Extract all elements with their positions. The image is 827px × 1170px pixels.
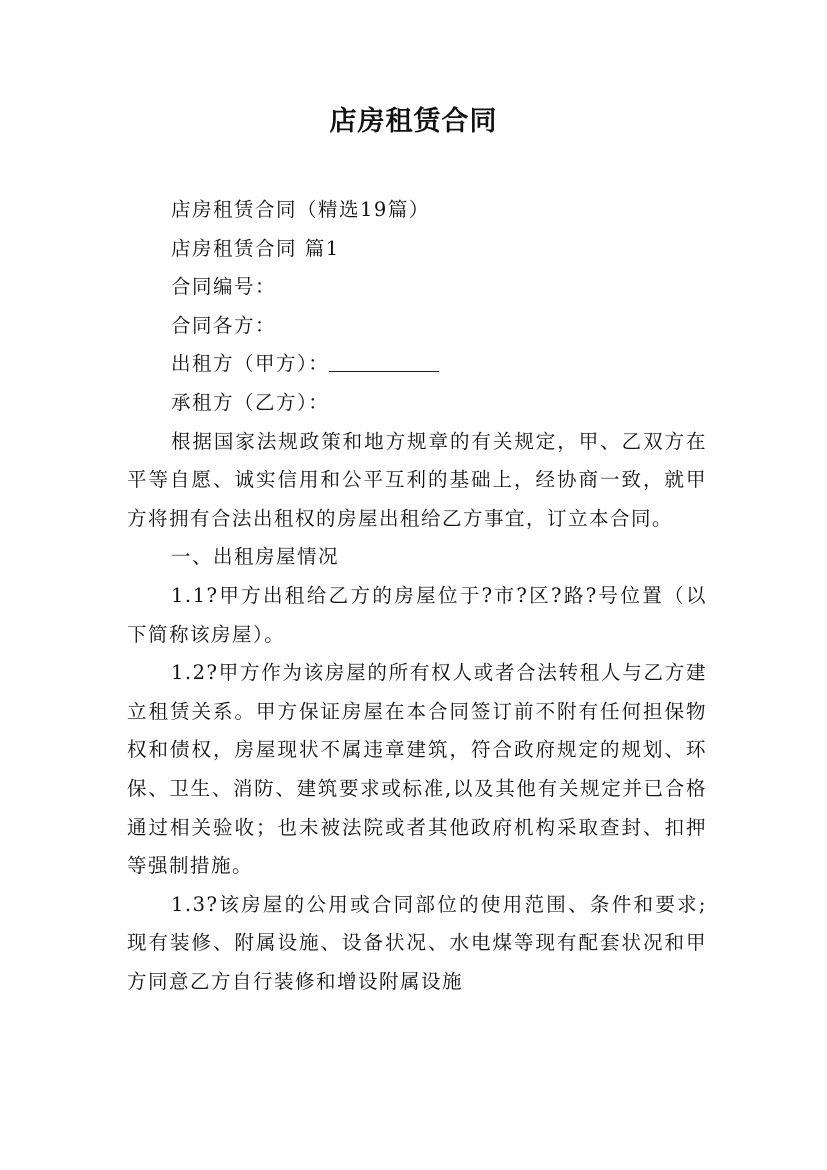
clause-1-2: 1.2?甲方作为该房屋的所有权人或者合法转租人与乙方建立租赁关系。甲方保证房屋在本合同签订前不附有任何担保物权和债权，房屋现状不属违章建筑，符合政府规定的规划、环保、卫生、消防、建筑要求或标准,以及其他有关规定并已合格通过相关验收；也未被法院或者其他政府机构采取查封、扣押等强制措施。 [127,661,707,878]
section-1-heading: 一、出租房屋情况 [171,545,340,569]
clause-1-3: 1.3?该房屋的公用或合同部位的使用范围、条件和要求;现有装修、附属设施、设备状况、水电煤等现有配套状况和甲方同意乙方自行装修和增设附属设施 [127,892,707,993]
subtitle: 店房租赁合同（精选19篇） [171,198,430,221]
intro-paragraph: 根据国家法规政策和地方规章的有关规定，甲、乙双方在平等自愿、诚实信用和公平互利的基础上，经协商一致，就甲方将拥有合法出租权的房屋出租给乙方事宜，订立本合同。 [127,429,707,530]
contract-number-label: 合同编号： [171,275,277,299]
clause-1-1: 1.1?甲方出租给乙方的房屋位于?市?区?路?号位置（以下简称该房屋）。 [127,583,707,646]
lessor-blank-field [329,351,439,372]
parties-label: 合同各方： [171,313,277,337]
lessor-line [127,345,707,384]
document-body [127,191,707,1001]
part-heading: 店房租赁合同 篇1 [171,236,340,260]
document-title: 店房租赁合同 [329,106,498,137]
lessor-label: 出租方（甲方）： [171,352,330,376]
lessee-label: 承租方（乙方）： [171,390,330,414]
